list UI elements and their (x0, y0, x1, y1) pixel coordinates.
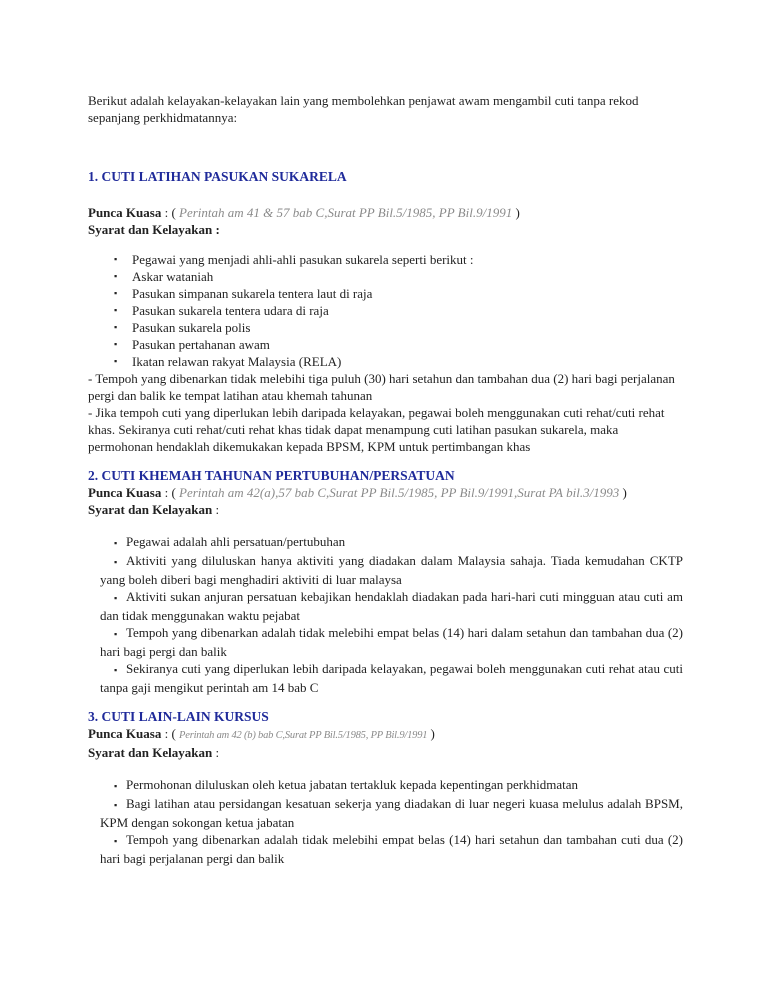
list-item-text: Askar wataniah (132, 269, 214, 284)
punca-kuasa-source: Perintah am 41 & 57 bab C,Surat PP Bil.5/1985, PP Bil.9/1991 (179, 205, 513, 220)
punca-open: : ( (161, 205, 180, 220)
bullet-icon: ▪ (114, 322, 118, 332)
bullet-icon: ▪ (114, 665, 118, 675)
section-1-heading: 1. CUTI LATIHAN PASUKAN SUKARELA (88, 169, 347, 184)
section-2-syarat-label (88, 501, 683, 518)
punca-close: ) (512, 205, 520, 220)
punca-open: : ( (161, 726, 180, 741)
list-item-text: Tempoh yang dibenarkan adalah tidak melebihi empat belas (14) hari dalam setahun dan tambahan dua (2) hari bagi pergi dan balik (100, 625, 683, 659)
section-2-heading: 2. CUTI KHEMAH TAHUNAN PERTUBUHAN/PERSATUAN (88, 468, 455, 483)
punca-kuasa-source: Perintah am 42 (b) bab C,Surat PP Bil.5/1985, PP Bil.9/1991 (179, 730, 428, 741)
section-1-note-tempoh: - Tempoh yang dibenarkan tidak melebihi tiga puluh (30) hari setahun dan tambahan dua (2) hari bagi perjalanan pergi dan balik ke tempat latihan atau khemah tahunan (88, 371, 675, 403)
bullet-icon: ▪ (114, 800, 118, 810)
section-3-punca-kuasa (88, 725, 683, 744)
list-item (114, 319, 683, 336)
list-item-text: Bagi latihan atau persidangan kesatuan sekerja yang diadakan di luar negeri kuasa melulus adalah BPSM, KPM dengan sokongan ketua jabatan (100, 796, 683, 830)
bullet-icon: ▪ (114, 288, 118, 298)
list-item (114, 353, 683, 370)
section-1-list (88, 251, 683, 370)
list-item-text: Tempoh yang dibenarkan adalah tidak melebihi empat belas (14) hari setahun dan tambahan cuti dua (2) hari bagi perjalanan pergi dan balik (100, 832, 683, 866)
list-item-text: Pegawai adalah ahli persatuan/pertubuhan (126, 534, 346, 549)
bullet-icon: ▪ (114, 629, 118, 639)
document-page (88, 92, 683, 867)
punca-kuasa-label: Punca Kuasa (88, 726, 162, 741)
list-item-text: Pasukan simpanan sukarela tentera laut di raja (132, 286, 373, 301)
intro-paragraph: Berikut adalah kelayakan-kelayakan lain yang membolehkan penjawat awam mengambil cuti tanpa rekod sepanjang perkhidmatannya: (88, 93, 639, 125)
bullet-icon: ▪ (114, 271, 118, 281)
punca-kuasa-source: Perintah am 42(a),57 bab C,Surat PP Bil.5/1985, PP Bil.9/1991,Surat PA (179, 485, 563, 500)
list-item (114, 251, 683, 268)
bullet-icon: ▪ (114, 538, 118, 548)
list-item (114, 302, 683, 319)
section-3-heading: 3. CUTI LAIN-LAIN KURSUS (88, 709, 269, 724)
list-item (100, 776, 683, 795)
list-item (114, 285, 683, 302)
bullet-icon: ▪ (114, 254, 118, 264)
bullet-icon: ▪ (114, 305, 118, 315)
list-item-text: Pasukan sukarela tentera udara di raja (132, 303, 329, 318)
punca-kuasa-label: Punca Kuasa (88, 205, 162, 220)
list-item-text: Aktiviti yang diluluskan hanya aktiviti yang diadakan dalam Malaysia sahaja. Tiada kemudahan CKTP yang boleh diberi bagi menghadiri aktiviti di luar malaysa (100, 553, 683, 587)
section-3-syarat-label (88, 744, 683, 761)
list-item (100, 533, 683, 552)
punca-kuasa-source-cont: bil.3/1993 (566, 485, 620, 500)
list-item-text: Ikatan relawan rakyat Malaysia (RELA) (132, 354, 342, 369)
section-3-list (88, 776, 683, 867)
syarat-colon: : (212, 745, 220, 760)
bullet-icon: ▪ (114, 781, 118, 791)
bullet-icon: ▪ (114, 356, 118, 366)
bullet-icon: ▪ (114, 593, 118, 603)
list-item (100, 795, 683, 831)
section-1-syarat-label: Syarat dan Kelayakan : (88, 222, 220, 237)
bullet-icon: ▪ (114, 339, 118, 349)
list-item (100, 831, 683, 867)
bullet-icon: ▪ (114, 836, 118, 846)
list-item-text: Pegawai yang menjadi ahli-ahli pasukan sukarela seperti berikut : (132, 252, 474, 267)
list-item (100, 624, 683, 660)
list-item (100, 588, 683, 624)
syarat-label: Syarat dan Kelayakan (88, 745, 213, 760)
list-item (100, 552, 683, 588)
syarat-colon: : (212, 502, 220, 517)
list-item-text: Pasukan pertahanan awam (132, 337, 270, 352)
list-item-text: Permohonan diluluskan oleh ketua jabatan tertakluk kepada kepentingan perkhidmatan (126, 777, 578, 792)
punca-close: ) (619, 485, 627, 500)
list-item-text: Sekiranya cuti yang diperlukan lebih daripada kelayakan, pegawai boleh menggunakan cuti rehat atau cuti tanpa gaji mengikut perintah am 14 bab C (100, 661, 683, 695)
punca-open: : ( (161, 485, 180, 500)
list-item (100, 660, 683, 696)
list-item-text: Aktiviti sukan anjuran persatuan kebajikan hendaklah diadakan pada hari-hari cuti mingguan atau cuti am dan tidak menggunakan waktu pejabat (100, 589, 683, 623)
list-item-text: Pasukan sukarela polis (132, 320, 251, 335)
punca-kuasa-label: Punca Kuasa (88, 485, 162, 500)
bullet-icon: ▪ (114, 557, 118, 567)
punca-close: ) (427, 726, 435, 741)
syarat-label: Syarat dan Kelayakan (88, 502, 213, 517)
section-2-punca-kuasa (88, 484, 683, 501)
section-1-punca-kuasa (88, 204, 683, 221)
section-1-note-jika: - Jika tempoh cuti yang diperlukan lebih daripada kelayakan, pegawai boleh menggunakan cuti rehat/cuti rehat khas. Sekiranya cuti rehat/cuti rehat khas tidak dapat menampung cuti latihan pasukan sukarela, maka permohonan hendaklah dikemukakan kepada BPSM, KPM untuk pertimbangan khas (88, 405, 665, 454)
list-item (114, 336, 683, 353)
list-item (114, 268, 683, 285)
section-2-list (88, 533, 683, 696)
